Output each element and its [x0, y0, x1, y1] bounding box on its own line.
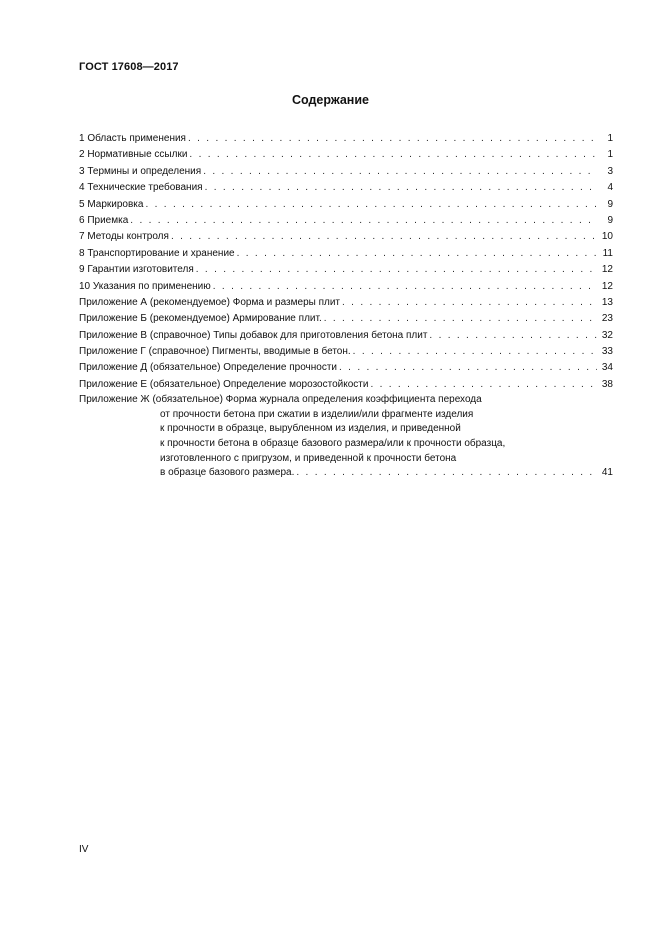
toc-entry-page: 12 — [601, 264, 613, 276]
toc-entry[interactable] — [79, 279, 613, 295]
toc-leader-dots — [429, 328, 597, 344]
toc-entry-page: 9 — [607, 198, 613, 210]
toc-entry-page: 33 — [601, 346, 613, 358]
page-title: Содержание — [291, 93, 369, 107]
toc-entry-page: 23 — [601, 313, 613, 325]
toc-entry[interactable] — [79, 311, 613, 327]
toc-entry[interactable] — [79, 360, 613, 376]
toc-entry-page: 32 — [601, 329, 613, 341]
toc-entry-label: Приложение В (справочное) Типы добавок для приготовления бетона плит — [79, 329, 428, 341]
toc-leader-dots — [353, 344, 597, 360]
toc-entry[interactable] — [79, 180, 613, 196]
toc-leader-dots — [205, 180, 597, 196]
toc-list — [79, 131, 613, 393]
toc-entry-continuation: изготовленного с пригрузом, и приведенной к прочности бетона — [160, 452, 457, 464]
document-id-header: ГОСТ 17608—2017 — [79, 61, 179, 73]
toc-entry-continuation: в образце базового размера. — [160, 467, 295, 479]
toc-entry-label: 6 Приемка — [79, 214, 129, 226]
toc-entry-label: 3 Термины и определения — [79, 165, 202, 177]
toc-entry[interactable] — [79, 164, 613, 180]
toc-entry-label: 4 Технические требования — [79, 182, 203, 194]
toc-entry-label: 8 Транспортирование и хранение — [79, 247, 235, 259]
toc-entry-label: Приложение А (рекомендуемое) Форма и размеры плит — [79, 296, 341, 308]
toc-leader-dots — [296, 466, 597, 481]
toc-entry-label: 5 Маркировка — [79, 198, 144, 210]
page-number: IV — [79, 844, 89, 855]
toc-leader-dots — [196, 262, 597, 278]
toc-entry-page: 34 — [601, 362, 613, 374]
toc-entry-label: Приложение Д (обязательное) Определение прочности — [79, 362, 338, 374]
toc-entry[interactable] — [79, 295, 613, 311]
toc-entry[interactable] — [79, 197, 613, 213]
toc-entry-page: 9 — [607, 214, 613, 226]
toc-entry-page: 4 — [607, 182, 613, 194]
toc-entry[interactable] — [79, 344, 613, 360]
toc-entry-label: Приложение Ж (обязательное) Форма журнала определения коэффициента перехода — [79, 394, 482, 406]
toc-entry-page: 12 — [601, 280, 613, 292]
toc-leader-dots — [370, 377, 597, 393]
toc-entry-page: 38 — [601, 378, 613, 390]
toc-entry-page: 10 — [601, 231, 613, 243]
toc-leader-dots — [342, 295, 597, 311]
toc-entry[interactable] — [79, 131, 613, 147]
toc-leader-dots — [237, 246, 597, 262]
toc-leader-dots — [189, 147, 597, 163]
toc-entry-continuation: к прочности бетона в образце базового размера/или к прочности образца, — [160, 438, 506, 450]
toc-entry-continuation: от прочности бетона при сжатии в изделии/или фрагменте изделия — [160, 408, 474, 420]
toc-leader-dots — [130, 213, 597, 229]
toc-entry-label: 10 Указания по применению — [79, 280, 211, 292]
toc-entry-page: 11 — [602, 247, 613, 259]
toc-leader-dots — [203, 164, 597, 180]
toc-entry-label: Приложение Г (справочное) Пигменты, вводимые в бетон. — [79, 346, 351, 358]
toc-entry[interactable] — [79, 213, 613, 229]
toc-entry[interactable] — [79, 147, 613, 163]
toc-entry-last-line — [79, 466, 613, 481]
toc-entry[interactable] — [79, 262, 613, 278]
toc-entry-label: Приложение Б (рекомендуемое) Армирование плит. — [79, 313, 322, 325]
toc-entry-label: 2 Нормативные ссылки — [79, 149, 188, 161]
toc-entry[interactable] — [79, 229, 613, 245]
table-of-contents — [79, 131, 613, 481]
toc-entry-page: 3 — [607, 165, 613, 177]
toc-entry[interactable] — [79, 246, 613, 262]
toc-entry-label: 7 Методы контроля — [79, 231, 169, 243]
toc-entry-label: 9 Гарантии изготовителя — [79, 264, 194, 276]
toc-leader-dots — [213, 279, 597, 295]
toc-entry-page: 1 — [607, 133, 613, 144]
toc-entry-page: 41 — [601, 467, 613, 479]
toc-entry-continuation: к прочности в образце, вырубленном из изделия, и приведенной — [160, 423, 461, 435]
toc-entry[interactable] — [79, 328, 613, 344]
toc-leader-dots — [324, 311, 597, 327]
toc-entry-label: Приложение Е (обязательное) Определение морозостойкости — [79, 378, 369, 390]
toc-leader-dots — [188, 131, 597, 147]
toc-entry-appendix-zh[interactable] — [79, 393, 613, 481]
toc-leader-dots — [339, 360, 597, 376]
toc-entry-label: 1 Область применения — [79, 133, 186, 144]
toc-leader-dots — [171, 229, 597, 245]
toc-entry[interactable] — [79, 377, 613, 393]
toc-entry-page: 13 — [601, 296, 613, 308]
toc-entry-page: 1 — [607, 149, 613, 161]
toc-leader-dots — [145, 197, 597, 213]
